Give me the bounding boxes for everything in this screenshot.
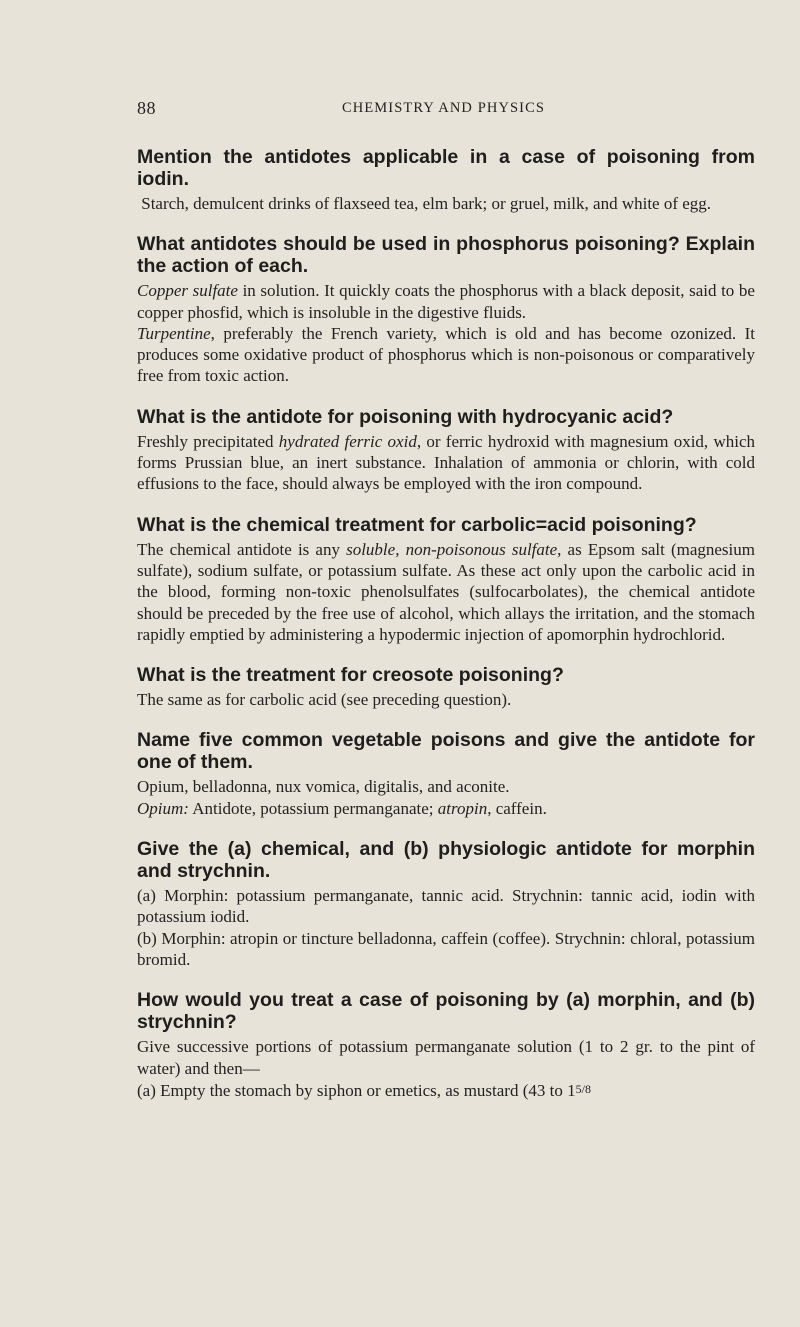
question-heading: What antidotes should be used in phosphorus poisoning? Explain the action of each. — [137, 233, 755, 278]
question-heading: What is the antidote for poisoning with hydrocyanic acid? — [137, 405, 674, 428]
answer-paragraph: Starch, demulcent drinks of flaxseed tea, elm bark; or gruel, milk, and white of egg. — [141, 194, 712, 213]
answer-paragraph: Copper sulfate in solution. It quickly coats the phosphorus with a black deposit, said to be copper phosfid, which is insoluble in the digestive fluids. — [137, 281, 755, 322]
answer-paragraph: Freshly precipitated hydrated ferric oxid, or ferric hydroxid with magnesium oxid, which forms Prussian blue, an inert substance. Inhalation of ammonia or chlorin, with cold effusions to the face, should always be employed with the iron compound. — [137, 431, 755, 494]
qa-vegetable-poisons — [137, 729, 755, 819]
qa-hydrocyanic-acid — [137, 406, 755, 495]
question-heading: Give the (a) chemical, and (b) physiologic antidote for morphin and strychnin. — [137, 838, 755, 883]
answer-paragraph: Give successive portions of potassium permanganate solution (1 to 2 gr. to the pint of water) and then— — [137, 1037, 755, 1078]
running-title: CHEMISTRY AND PHYSICS — [342, 100, 546, 116]
question-heading: How would you treat a case of poisoning by (a) morphin, and (b) strychnin? — [137, 989, 755, 1034]
page-number: 88 — [137, 98, 156, 118]
qa-carbolic-acid — [137, 514, 755, 645]
answer-paragraph: (b) Morphin: atropin or tincture belladonna, caffein (coffee). Strychnin: chloral, potassium bromid. — [137, 928, 755, 969]
page-body — [137, 146, 755, 1101]
qa-phosphorus — [137, 233, 755, 386]
question-heading: Mention the antidotes applicable in a case of poisoning from iodin. — [137, 146, 755, 190]
answer-paragraph: The same as for carbolic acid (see preceding question). — [137, 690, 512, 710]
answer-paragraph: Opium: Antidote, potassium permanganate; atropin, caffein. — [137, 798, 547, 818]
qa-iodin — [137, 146, 755, 214]
page-header — [137, 98, 752, 122]
answer-paragraph: The chemical antidote is any soluble, non-poisonous sulfate, as Epsom salt (magnesium sulfate), sodium sulfate, or potassium sulfate. As these act only upon the carbolic acid in the blood, forming non-toxic phenolsulfates (sulfocarbolates), the chemical antidote should be preceded by the free use of alcohol, which allays the irritation, and the stomach rapidly emptied by administering a hypodermic injection of apomorphin hydrochlorid. — [137, 539, 755, 644]
fraction: 5/8 — [575, 1081, 591, 1096]
answer-paragraph: (a) Morphin: potassium permanganate, tannic acid. Strychnin: tannic acid, iodin with potassium iodid. — [137, 886, 755, 927]
qa-creosote — [137, 664, 755, 710]
answer-paragraph: Turpentine, preferably the French variety, which is old and has become ozonized. It produces some oxidative product of phosphorus which is non-poisonous or comparatively free from toxic action. — [137, 323, 755, 386]
question-heading: Name five common vegetable poisons and give the antidote for one of them. — [137, 729, 755, 774]
question-heading: What is the chemical treatment for carbolic=acid poisoning? — [137, 513, 697, 536]
question-heading: What is the treatment for creosote poisoning? — [137, 664, 564, 687]
answer-paragraph: (a) Empty the stomach by siphon or emetics, as mustard (43 to 15/8 — [137, 1080, 591, 1100]
answer-paragraph: Opium, belladonna, nux vomica, digitalis, and aconite. — [137, 777, 510, 797]
qa-morphin-strychnin-antidotes — [137, 838, 755, 970]
qa-morphin-strychnin-treatment — [137, 989, 755, 1101]
